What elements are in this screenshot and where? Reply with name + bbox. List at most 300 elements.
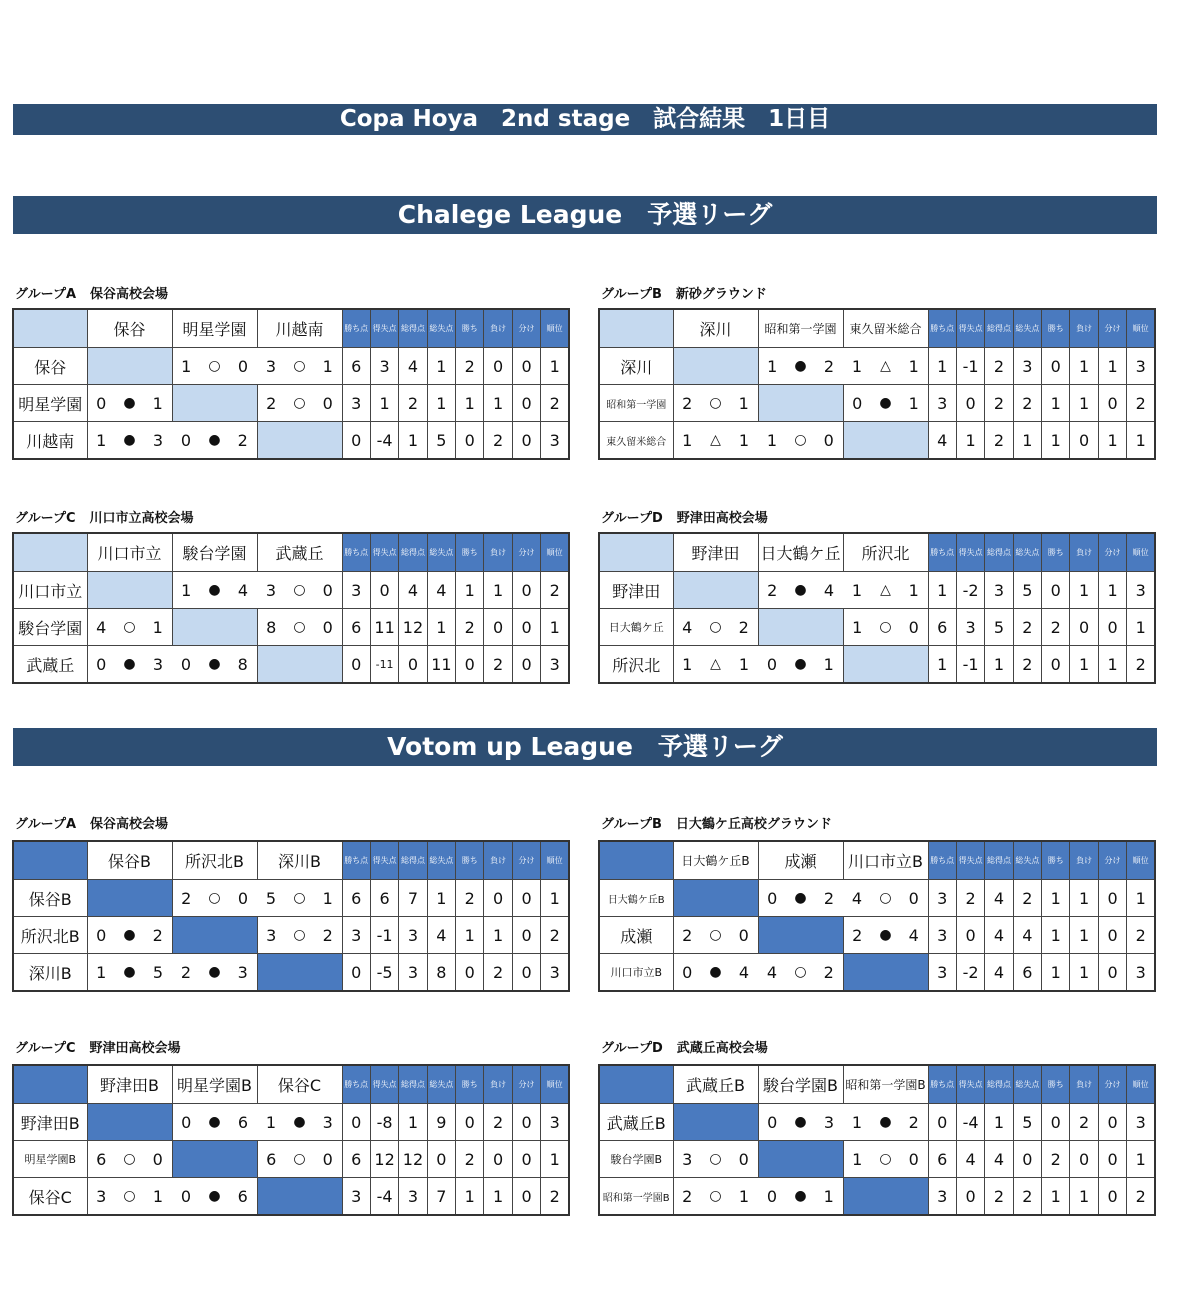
stat-value: 7	[399, 880, 427, 917]
result-mark: ●	[200, 1178, 229, 1216]
stat-value: -1	[956, 348, 984, 385]
header-row	[13, 309, 569, 348]
stat-value: 1	[1042, 880, 1070, 917]
stat-value: 0	[512, 348, 540, 385]
stat-header: 総失点	[427, 841, 455, 880]
stat-value: 0	[512, 609, 540, 646]
score-against: 5	[144, 954, 172, 992]
score-for: 2	[758, 572, 786, 609]
stat-value: 1	[541, 348, 569, 385]
score-against: 1	[730, 422, 758, 460]
column-team-header: 武蔵丘B	[673, 1065, 758, 1104]
result-mark: ○	[701, 917, 730, 954]
result-mark: △	[871, 348, 900, 385]
score-against: 0	[314, 572, 342, 609]
result-mark: ●	[786, 572, 815, 609]
stat-value: 1	[1098, 572, 1126, 609]
stat-value: 0	[928, 1104, 956, 1141]
table-row	[599, 1141, 1155, 1178]
score-against: 3	[144, 646, 172, 684]
result-mark: ●	[115, 422, 144, 460]
column-team-header: 昭和第一学園B	[843, 1065, 928, 1104]
stat-value: 3	[399, 917, 427, 954]
result-mark: ○	[115, 1178, 144, 1216]
result-mark: ○	[285, 572, 314, 609]
group-name: グループB	[601, 287, 662, 302]
stat-header: 勝ち	[456, 1065, 484, 1104]
stat-header: 勝ち点	[928, 533, 956, 572]
stat-value: 1	[1070, 1178, 1098, 1216]
score-against: 1	[730, 1178, 758, 1216]
stat-value: 0	[956, 385, 984, 422]
group-label	[15, 507, 194, 526]
stat-value: 0	[1098, 917, 1126, 954]
table-row	[13, 1104, 569, 1141]
result-mark: ○	[200, 880, 229, 917]
column-team-header: 所沢北	[843, 533, 928, 572]
score-for: 1	[172, 572, 200, 609]
stat-value: 3	[928, 880, 956, 917]
result-mark: ●	[786, 646, 815, 684]
score-for: 0	[673, 954, 701, 992]
score-against: 0	[144, 1141, 172, 1178]
stat-header: 総得点	[985, 533, 1013, 572]
stat-header: 総失点	[427, 309, 455, 348]
table-row	[13, 954, 569, 992]
stat-value: -1	[956, 646, 984, 684]
column-team-header: 深川B	[257, 841, 342, 880]
stat-header: 負け	[1070, 533, 1098, 572]
stat-value: 9	[427, 1104, 455, 1141]
header-row	[599, 1065, 1155, 1104]
group-table	[598, 1064, 1156, 1216]
stat-value: 0	[1070, 609, 1098, 646]
header-row	[13, 533, 569, 572]
group-venue: 保谷高校会場	[90, 817, 169, 832]
score-against: 3	[229, 954, 257, 992]
league-banner-votom: Votom up League 予選リーグ	[13, 728, 1157, 766]
stat-header: 得失点	[370, 1065, 398, 1104]
row-team-name: 川口市立B	[599, 954, 673, 992]
score-against: 1	[730, 385, 758, 422]
stat-value: 4	[1013, 917, 1041, 954]
stat-value: 2	[1042, 609, 1070, 646]
stat-value: 2	[484, 954, 512, 992]
stat-value: 1	[1070, 385, 1098, 422]
stat-header: 順位	[1127, 1065, 1155, 1104]
stat-value: 3	[1127, 954, 1155, 992]
stat-value: 1	[928, 646, 956, 684]
score-against: 3	[314, 1104, 342, 1141]
score-against: 1	[314, 348, 342, 385]
table-row	[599, 880, 1155, 917]
stat-value: 2	[541, 1178, 569, 1216]
score-against: 1	[144, 609, 172, 646]
row-team-name: 野津田B	[13, 1104, 87, 1141]
score-for: 0	[172, 1178, 200, 1216]
stat-value: 0	[512, 917, 540, 954]
result-mark: ●	[871, 1104, 900, 1141]
stat-value: 6	[342, 348, 370, 385]
stat-value: 3	[541, 954, 569, 992]
score-for: 0	[758, 1178, 786, 1216]
stat-value: 6	[342, 609, 370, 646]
stat-header: 得失点	[956, 1065, 984, 1104]
row-team-name: 駿台学園B	[599, 1141, 673, 1178]
score-against: 2	[144, 917, 172, 954]
stat-value: 0	[484, 1141, 512, 1178]
stat-value: 2	[1013, 609, 1041, 646]
stat-header: 負け	[484, 309, 512, 348]
score-against: 0	[900, 880, 928, 917]
stat-value: 0	[512, 1178, 540, 1216]
result-mark: ○	[285, 917, 314, 954]
group-table	[598, 840, 1156, 992]
stat-header: 得失点	[956, 533, 984, 572]
stat-value: 7	[427, 1178, 455, 1216]
result-mark: ○	[285, 385, 314, 422]
stat-header: 総失点	[1013, 1065, 1041, 1104]
group-name: グループB	[601, 817, 662, 832]
result-mark: ●	[200, 1104, 229, 1141]
self-match-cell	[758, 385, 843, 422]
stat-value: 5	[1013, 572, 1041, 609]
result-mark: ●	[871, 385, 900, 422]
result-mark: ○	[871, 880, 900, 917]
stat-value: 6	[1013, 954, 1041, 992]
stat-header: 勝ち	[1042, 533, 1070, 572]
result-mark: ●	[200, 422, 229, 460]
result-mark: ●	[115, 917, 144, 954]
table-row	[13, 385, 569, 422]
result-mark: ○	[115, 1141, 144, 1178]
result-mark: ○	[285, 348, 314, 385]
stat-value: 2	[456, 1141, 484, 1178]
result-mark: ○	[285, 1141, 314, 1178]
score-for: 2	[257, 385, 285, 422]
stat-value: 1	[1070, 954, 1098, 992]
result-mark: ●	[115, 385, 144, 422]
stat-value: 0	[1042, 572, 1070, 609]
stat-value: 3	[985, 572, 1013, 609]
group-venue: 川口市立高校会場	[89, 511, 194, 526]
group-table	[12, 840, 570, 992]
stat-value: 0	[1098, 1178, 1126, 1216]
stat-value: -11	[370, 646, 398, 684]
table-row	[599, 646, 1155, 684]
score-against: 0	[730, 917, 758, 954]
stat-value: 3	[541, 1104, 569, 1141]
stat-value: 3	[342, 385, 370, 422]
row-team-name: 明星学園B	[13, 1141, 87, 1178]
stat-value: 2	[484, 1104, 512, 1141]
stat-value: 0	[512, 646, 540, 684]
stat-value: 12	[399, 1141, 427, 1178]
stat-value: 4	[956, 1141, 984, 1178]
stat-value: 2	[1127, 385, 1155, 422]
stat-value: 0	[512, 422, 540, 460]
stat-value: 4	[427, 917, 455, 954]
stat-value: 2	[1013, 385, 1041, 422]
stat-value: 2	[985, 422, 1013, 460]
stat-value: 2	[1127, 1178, 1155, 1216]
stat-value: 3	[399, 954, 427, 992]
score-against: 1	[900, 572, 928, 609]
group-name: グループA	[15, 817, 77, 832]
table-row	[13, 609, 569, 646]
header-row	[13, 1065, 569, 1104]
score-for: 1	[172, 348, 200, 385]
score-against: 2	[815, 348, 843, 385]
score-against: 1	[815, 646, 843, 684]
group-name: グループD	[601, 511, 663, 526]
result-mark: ○	[786, 954, 815, 992]
stat-value: 0	[1070, 422, 1098, 460]
stat-value: 5	[427, 422, 455, 460]
stat-value: 1	[1042, 385, 1070, 422]
row-team-name: 武蔵丘B	[599, 1104, 673, 1141]
stat-value: 2	[956, 880, 984, 917]
stat-value: 1	[484, 917, 512, 954]
stat-value: 0	[1098, 954, 1126, 992]
stat-header: 得失点	[370, 533, 398, 572]
stat-value: 5	[1013, 1104, 1041, 1141]
stat-value: 1	[928, 348, 956, 385]
stat-value: 1	[1070, 917, 1098, 954]
score-against: 0	[730, 1141, 758, 1178]
score-for: 2	[673, 917, 701, 954]
stat-value: 0	[1098, 880, 1126, 917]
stat-header: 勝ち点	[342, 533, 370, 572]
row-team-name: 川口市立	[13, 572, 87, 609]
result-mark: ●	[786, 1104, 815, 1141]
stat-value: -2	[956, 954, 984, 992]
stat-value: 0	[1042, 646, 1070, 684]
score-against: 6	[229, 1178, 257, 1216]
result-mark: ●	[786, 348, 815, 385]
group-venue: 保谷高校会場	[90, 287, 169, 302]
row-team-name: 所沢北	[599, 646, 673, 684]
stat-value: 1	[541, 609, 569, 646]
row-team-name: 日大鶴ケ丘B	[599, 880, 673, 917]
stat-value: 2	[541, 572, 569, 609]
score-for: 1	[843, 609, 871, 646]
result-mark: ○	[786, 422, 815, 460]
self-match-cell	[87, 1104, 172, 1141]
stat-header: 総得点	[399, 841, 427, 880]
stat-value: 2	[484, 646, 512, 684]
row-team-name: 保谷	[13, 348, 87, 385]
group-label	[601, 283, 767, 302]
table-row	[13, 1141, 569, 1178]
stat-value: 3	[342, 1178, 370, 1216]
corner-cell	[599, 1065, 673, 1104]
stat-value: 0	[484, 880, 512, 917]
table-row	[13, 880, 569, 917]
stat-value: 1	[1098, 646, 1126, 684]
stat-header: 順位	[1127, 533, 1155, 572]
score-against: 4	[815, 572, 843, 609]
stat-header: 総失点	[1013, 841, 1041, 880]
stat-header: 分け	[512, 309, 540, 348]
stat-value: 2	[1070, 1104, 1098, 1141]
result-mark: ○	[701, 1178, 730, 1216]
stat-value: 3	[928, 1178, 956, 1216]
stat-value: 3	[342, 917, 370, 954]
stat-value: 2	[456, 880, 484, 917]
stat-header: 総失点	[427, 533, 455, 572]
stat-value: 4	[985, 880, 1013, 917]
table-row	[13, 422, 569, 460]
group-label	[15, 1037, 181, 1056]
column-team-header: 成瀬	[758, 841, 843, 880]
score-against: 1	[314, 880, 342, 917]
stat-header: 分け	[512, 1065, 540, 1104]
stat-value: 3	[928, 954, 956, 992]
stat-value: -8	[370, 1104, 398, 1141]
table-row	[599, 572, 1155, 609]
stat-value: 1	[484, 385, 512, 422]
stat-header: 勝ち点	[928, 309, 956, 348]
result-mark: ○	[701, 609, 730, 646]
stat-header: 勝ち	[1042, 309, 1070, 348]
stat-header: 勝ち点	[928, 1065, 956, 1104]
self-match-cell	[758, 917, 843, 954]
table-row	[599, 1178, 1155, 1216]
stat-value: 2	[985, 385, 1013, 422]
group-venue: 野津田高校会場	[676, 511, 768, 526]
score-for: 0	[758, 1104, 786, 1141]
stat-header: 負け	[484, 533, 512, 572]
score-against: 0	[900, 1141, 928, 1178]
row-team-name: 所沢北B	[13, 917, 87, 954]
result-mark: ○	[871, 1141, 900, 1178]
score-against: 3	[144, 422, 172, 460]
corner-cell	[13, 533, 87, 572]
stat-header: 順位	[541, 841, 569, 880]
result-mark: ○	[285, 880, 314, 917]
score-against: 1	[815, 1178, 843, 1216]
stat-value: 3	[541, 422, 569, 460]
stat-value: 1	[985, 1104, 1013, 1141]
group-name: グループD	[601, 1041, 663, 1056]
self-match-cell	[87, 348, 172, 385]
score-for: 0	[758, 880, 786, 917]
stat-value: 0	[1042, 348, 1070, 385]
stat-value: 3	[928, 917, 956, 954]
score-for: 0	[843, 385, 871, 422]
stat-header: 総得点	[985, 841, 1013, 880]
score-for: 1	[758, 422, 786, 460]
score-against: 4	[900, 917, 928, 954]
stat-header: 分け	[512, 533, 540, 572]
score-for: 2	[172, 954, 200, 992]
stat-value: -4	[370, 422, 398, 460]
stat-header: 総失点	[1013, 309, 1041, 348]
score-for: 0	[172, 422, 200, 460]
table-row	[599, 422, 1155, 460]
stat-header: 勝ち	[456, 533, 484, 572]
score-against: 4	[229, 572, 257, 609]
score-against: 1	[730, 646, 758, 684]
stat-value: 0	[456, 1104, 484, 1141]
stat-value: 1	[1042, 954, 1070, 992]
stat-value: 3	[370, 348, 398, 385]
score-for: 1	[87, 954, 115, 992]
stat-value: 0	[342, 954, 370, 992]
stat-value: 0	[956, 917, 984, 954]
stat-header: 総得点	[399, 309, 427, 348]
table-row	[599, 1104, 1155, 1141]
score-against: 0	[314, 385, 342, 422]
result-mark: ○	[285, 609, 314, 646]
score-for: 1	[257, 1104, 285, 1141]
self-match-cell	[172, 609, 257, 646]
stat-value: 0	[342, 1104, 370, 1141]
column-team-header: 武蔵丘	[257, 533, 342, 572]
stat-value: 4	[399, 348, 427, 385]
stat-value: 3	[1127, 348, 1155, 385]
score-against: 1	[144, 1178, 172, 1216]
stat-value: 1	[1127, 880, 1155, 917]
stat-header: 勝ち	[1042, 841, 1070, 880]
row-team-name: 川越南	[13, 422, 87, 460]
score-against: 4	[730, 954, 758, 992]
score-for: 4	[673, 609, 701, 646]
stat-value: 8	[427, 954, 455, 992]
self-match-cell	[843, 646, 928, 684]
row-team-name: 保谷C	[13, 1178, 87, 1216]
stat-value: 1	[1013, 422, 1041, 460]
stat-value: 1	[456, 572, 484, 609]
stat-value: 2	[1127, 646, 1155, 684]
stat-header: 総得点	[985, 309, 1013, 348]
self-match-cell	[758, 609, 843, 646]
stat-header: 勝ち	[456, 309, 484, 348]
column-team-header: 日大鶴ケ丘	[758, 533, 843, 572]
stat-value: 1	[1127, 1141, 1155, 1178]
score-for: 2	[172, 880, 200, 917]
result-mark: △	[701, 422, 730, 460]
stat-value: 1	[399, 422, 427, 460]
stat-header: 総失点	[427, 1065, 455, 1104]
corner-cell	[13, 1065, 87, 1104]
stat-value: 0	[956, 1178, 984, 1216]
stat-value: 2	[1127, 917, 1155, 954]
column-team-header: 川越南	[257, 309, 342, 348]
self-match-cell	[673, 348, 758, 385]
stat-value: 2	[541, 917, 569, 954]
score-for: 4	[758, 954, 786, 992]
row-team-name: 昭和第一学園	[599, 385, 673, 422]
stat-header: 勝ち点	[342, 309, 370, 348]
stat-value: 2	[456, 348, 484, 385]
score-against: 3	[815, 1104, 843, 1141]
stat-value: 0	[342, 422, 370, 460]
stat-value: 11	[370, 609, 398, 646]
stat-value: 0	[512, 1104, 540, 1141]
row-team-name: 野津田	[599, 572, 673, 609]
group-label	[601, 1037, 768, 1056]
table-row	[599, 954, 1155, 992]
stat-value: 1	[399, 1104, 427, 1141]
stat-value: 2	[1013, 1178, 1041, 1216]
result-mark: ●	[786, 1178, 815, 1216]
stat-value: -1	[370, 917, 398, 954]
corner-cell	[599, 309, 673, 348]
stat-header: 順位	[541, 1065, 569, 1104]
stat-header: 勝ち点	[928, 841, 956, 880]
